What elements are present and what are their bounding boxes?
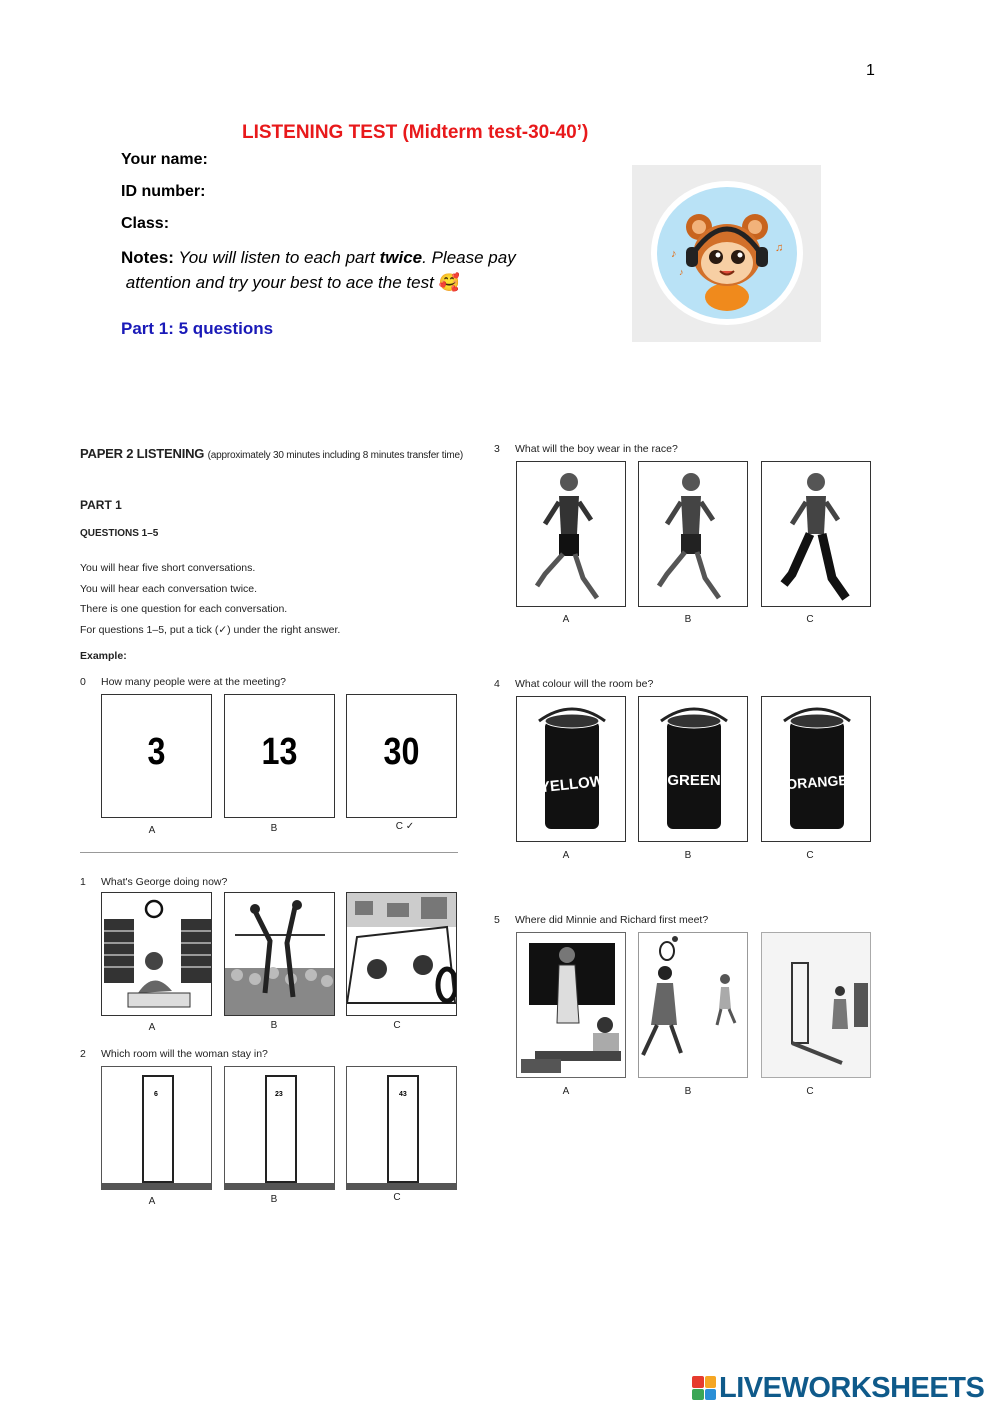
question-1: 1 What's George doing now? — [80, 876, 228, 888]
paint-colour-label: ORANGE — [785, 771, 849, 793]
svg-text:♪: ♪ — [671, 248, 677, 260]
option-2b-door-image[interactable] — [224, 1066, 335, 1190]
option-label: A — [562, 1086, 570, 1097]
liveworksheets-logo — [692, 1373, 984, 1403]
option-1c-car-image[interactable] — [346, 892, 457, 1016]
questions-range: QUESTIONS 1–5 — [80, 528, 159, 539]
notes-text-b: . Please pay — [422, 248, 516, 267]
instruction-line: There is one question for each conversation. — [80, 603, 288, 615]
example-label: Example: — [80, 650, 127, 662]
instructions — [80, 558, 340, 640]
monkey-avatar-image — [632, 165, 821, 342]
option-label: C — [806, 850, 814, 861]
notes-line2: attention and try your best to ace the test — [125, 273, 434, 292]
option-label: B — [270, 1020, 278, 1031]
option-1b-volleyball-image[interactable] — [224, 892, 335, 1016]
option-label: B — [684, 614, 692, 625]
notes-text-a: You will listen to each part — [173, 248, 380, 267]
notes-label: Notes: — [121, 248, 174, 267]
option-5b-badminton-image[interactable] — [638, 932, 748, 1078]
id-field-label: ID number: — [121, 183, 206, 200]
liveworksheets-blocks-icon — [692, 1376, 716, 1400]
option-4b-paint-tin-image[interactable] — [638, 696, 748, 842]
svg-text:♫: ♫ — [775, 242, 784, 254]
option-label: B — [270, 823, 278, 834]
option-label: A — [148, 825, 156, 836]
option-2c-door-image[interactable] — [346, 1066, 457, 1190]
option-label: C — [806, 614, 814, 625]
question-3: 3 What will the boy wear in the race? — [494, 443, 678, 455]
option-label: B — [270, 1194, 278, 1205]
paint-colour-label: GREEN — [667, 772, 721, 789]
option-5a-classroom-image[interactable] — [516, 932, 626, 1078]
smiling-hearts-emoji: 🥰 — [438, 273, 460, 292]
option-2a-door-image[interactable] — [101, 1066, 212, 1190]
notes — [121, 245, 591, 295]
option-4a-paint-tin-image[interactable] — [516, 696, 626, 842]
brand-name: LIVEWORKSHEETS — [719, 1371, 985, 1404]
test-title: LISTENING TEST (Midterm test-30-40’) — [242, 122, 589, 143]
svg-text:♪: ♪ — [679, 267, 684, 277]
instruction-line: You will hear five short conversations. — [80, 562, 256, 574]
notes-emphasis: twice — [379, 248, 423, 267]
room-number: 43 — [399, 1091, 407, 1098]
divider — [80, 852, 458, 853]
option-3c-runner-trousers-image[interactable] — [761, 461, 871, 607]
part-label: PART 1 — [80, 498, 122, 512]
question-2: 2 Which room will the woman stay in? — [80, 1048, 268, 1060]
option-3a-runner-shorts-image[interactable] — [516, 461, 626, 607]
room-number: 6 — [154, 1091, 158, 1098]
question-5: 5 Where did Minnie and Richard first meet? — [494, 914, 709, 926]
page-number: 1 — [866, 62, 875, 79]
option-label: C — [806, 1086, 814, 1097]
option-label: B — [684, 1086, 692, 1097]
option-label: C — [393, 1192, 401, 1203]
paper-title: PAPER 2 LISTENING (approximately 30 minutes including 8 minutes transfer time) — [80, 446, 463, 461]
part-heading: Part 1: 5 questions — [121, 319, 274, 338]
option-label: A — [148, 1022, 156, 1033]
option-0c[interactable]: 30 — [346, 694, 457, 818]
option-label: A — [562, 614, 570, 625]
option-1a-library-image[interactable] — [101, 892, 212, 1016]
option-label-ticked: C ✓ — [395, 821, 415, 832]
name-field-label: Your name: — [121, 151, 208, 168]
paint-colour-label: YELLOW — [539, 772, 605, 797]
monkey-headphones-icon — [657, 187, 797, 319]
option-label: B — [684, 850, 692, 861]
room-number: 23 — [275, 1091, 283, 1098]
question-4: 4 What colour will the room be? — [494, 678, 654, 690]
instruction-line: You will hear each conversation twice. — [80, 582, 258, 595]
question-0: 0 How many people were at the meeting? — [80, 676, 287, 688]
option-0a[interactable]: 3 — [101, 694, 212, 818]
class-field-label: Class: — [121, 215, 170, 232]
option-0b[interactable]: 13 — [224, 694, 335, 818]
option-5c-hallway-image[interactable] — [761, 932, 871, 1078]
option-label: A — [562, 850, 570, 861]
option-label: A — [148, 1196, 156, 1207]
option-3b-runner-shorts-image[interactable] — [638, 461, 748, 607]
option-label: C — [393, 1020, 401, 1031]
option-4c-paint-tin-image[interactable] — [761, 696, 871, 842]
paper-subtitle: (approximately 30 minutes including 8 minutes transfer time) — [207, 450, 463, 461]
instruction-line: For questions 1–5, put a tick (✓) under the right answer. — [80, 623, 341, 636]
